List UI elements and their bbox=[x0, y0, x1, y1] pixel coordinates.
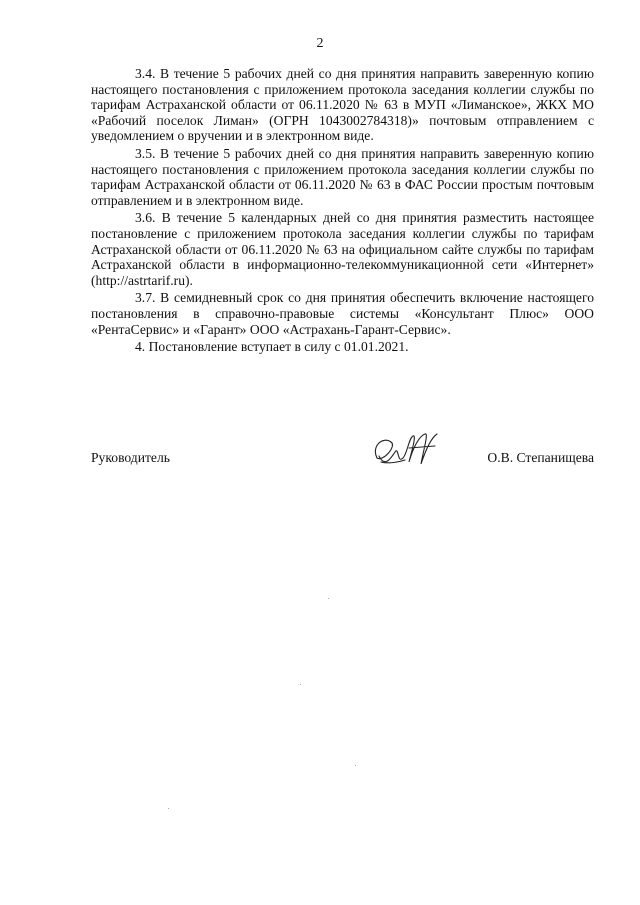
page-number: 2 bbox=[316, 36, 324, 51]
handwritten-signature bbox=[369, 428, 449, 478]
scan-speck bbox=[300, 684, 301, 685]
scan-speck bbox=[328, 598, 329, 599]
clause-3-4: 3.4. В течение 5 рабочих дней со дня принятия направить заверенную копию настоящего постановления с приложением протокола заседания коллегии службы по тарифам Астраханской области от 06.11.2020 № 63 в МУП «Лиманское», ЖКХ МО «Рабочий поселок Лиман» (ОГРН 1043002784318)» почтовым отправлением с уведомлением о вручении и в электронном виде. bbox=[91, 66, 594, 144]
clause-3-5: 3.5. В течение 5 рабочих дней со дня принятия направить заверенную копию настоящего постановления с приложением протокола заседания коллегии службы по тарифам Астраханской области от 06.11.2020 № 63 в ФАС России простым почтовым отправлением и в электронном виде. bbox=[91, 145, 594, 208]
document-body bbox=[91, 66, 594, 357]
signer-name: О.В. Степанищева bbox=[487, 450, 594, 465]
signature-block bbox=[91, 450, 594, 480]
clause-3-7: 3.7. В семидневный срок со дня принятия обеспечить включение настоящего постановления в справочно-правовые системы «Консультант Плюс» ООО «РентаСервис» и «Гарант» ООО «Астрахань-Гарант-Сервис». bbox=[91, 290, 594, 337]
scan-speck bbox=[168, 808, 169, 809]
scan-speck bbox=[355, 765, 356, 766]
clause-3-6: 3.6. В течение 5 календарных дней со дня принятия разместить настоящее постановление с приложением протокола заседания коллегии службы по тарифам Астраханской области от 06.11.2020 № 63 на официальном сайте службы по тарифам Астраханской области в информационно-телекоммуникационной сети «Интернет» (http://astrtarif.ru). bbox=[91, 210, 594, 288]
clause-4: 4. Постановление вступает в силу с 01.01.2021. bbox=[135, 339, 409, 355]
position-title: Руководитель bbox=[91, 450, 170, 465]
